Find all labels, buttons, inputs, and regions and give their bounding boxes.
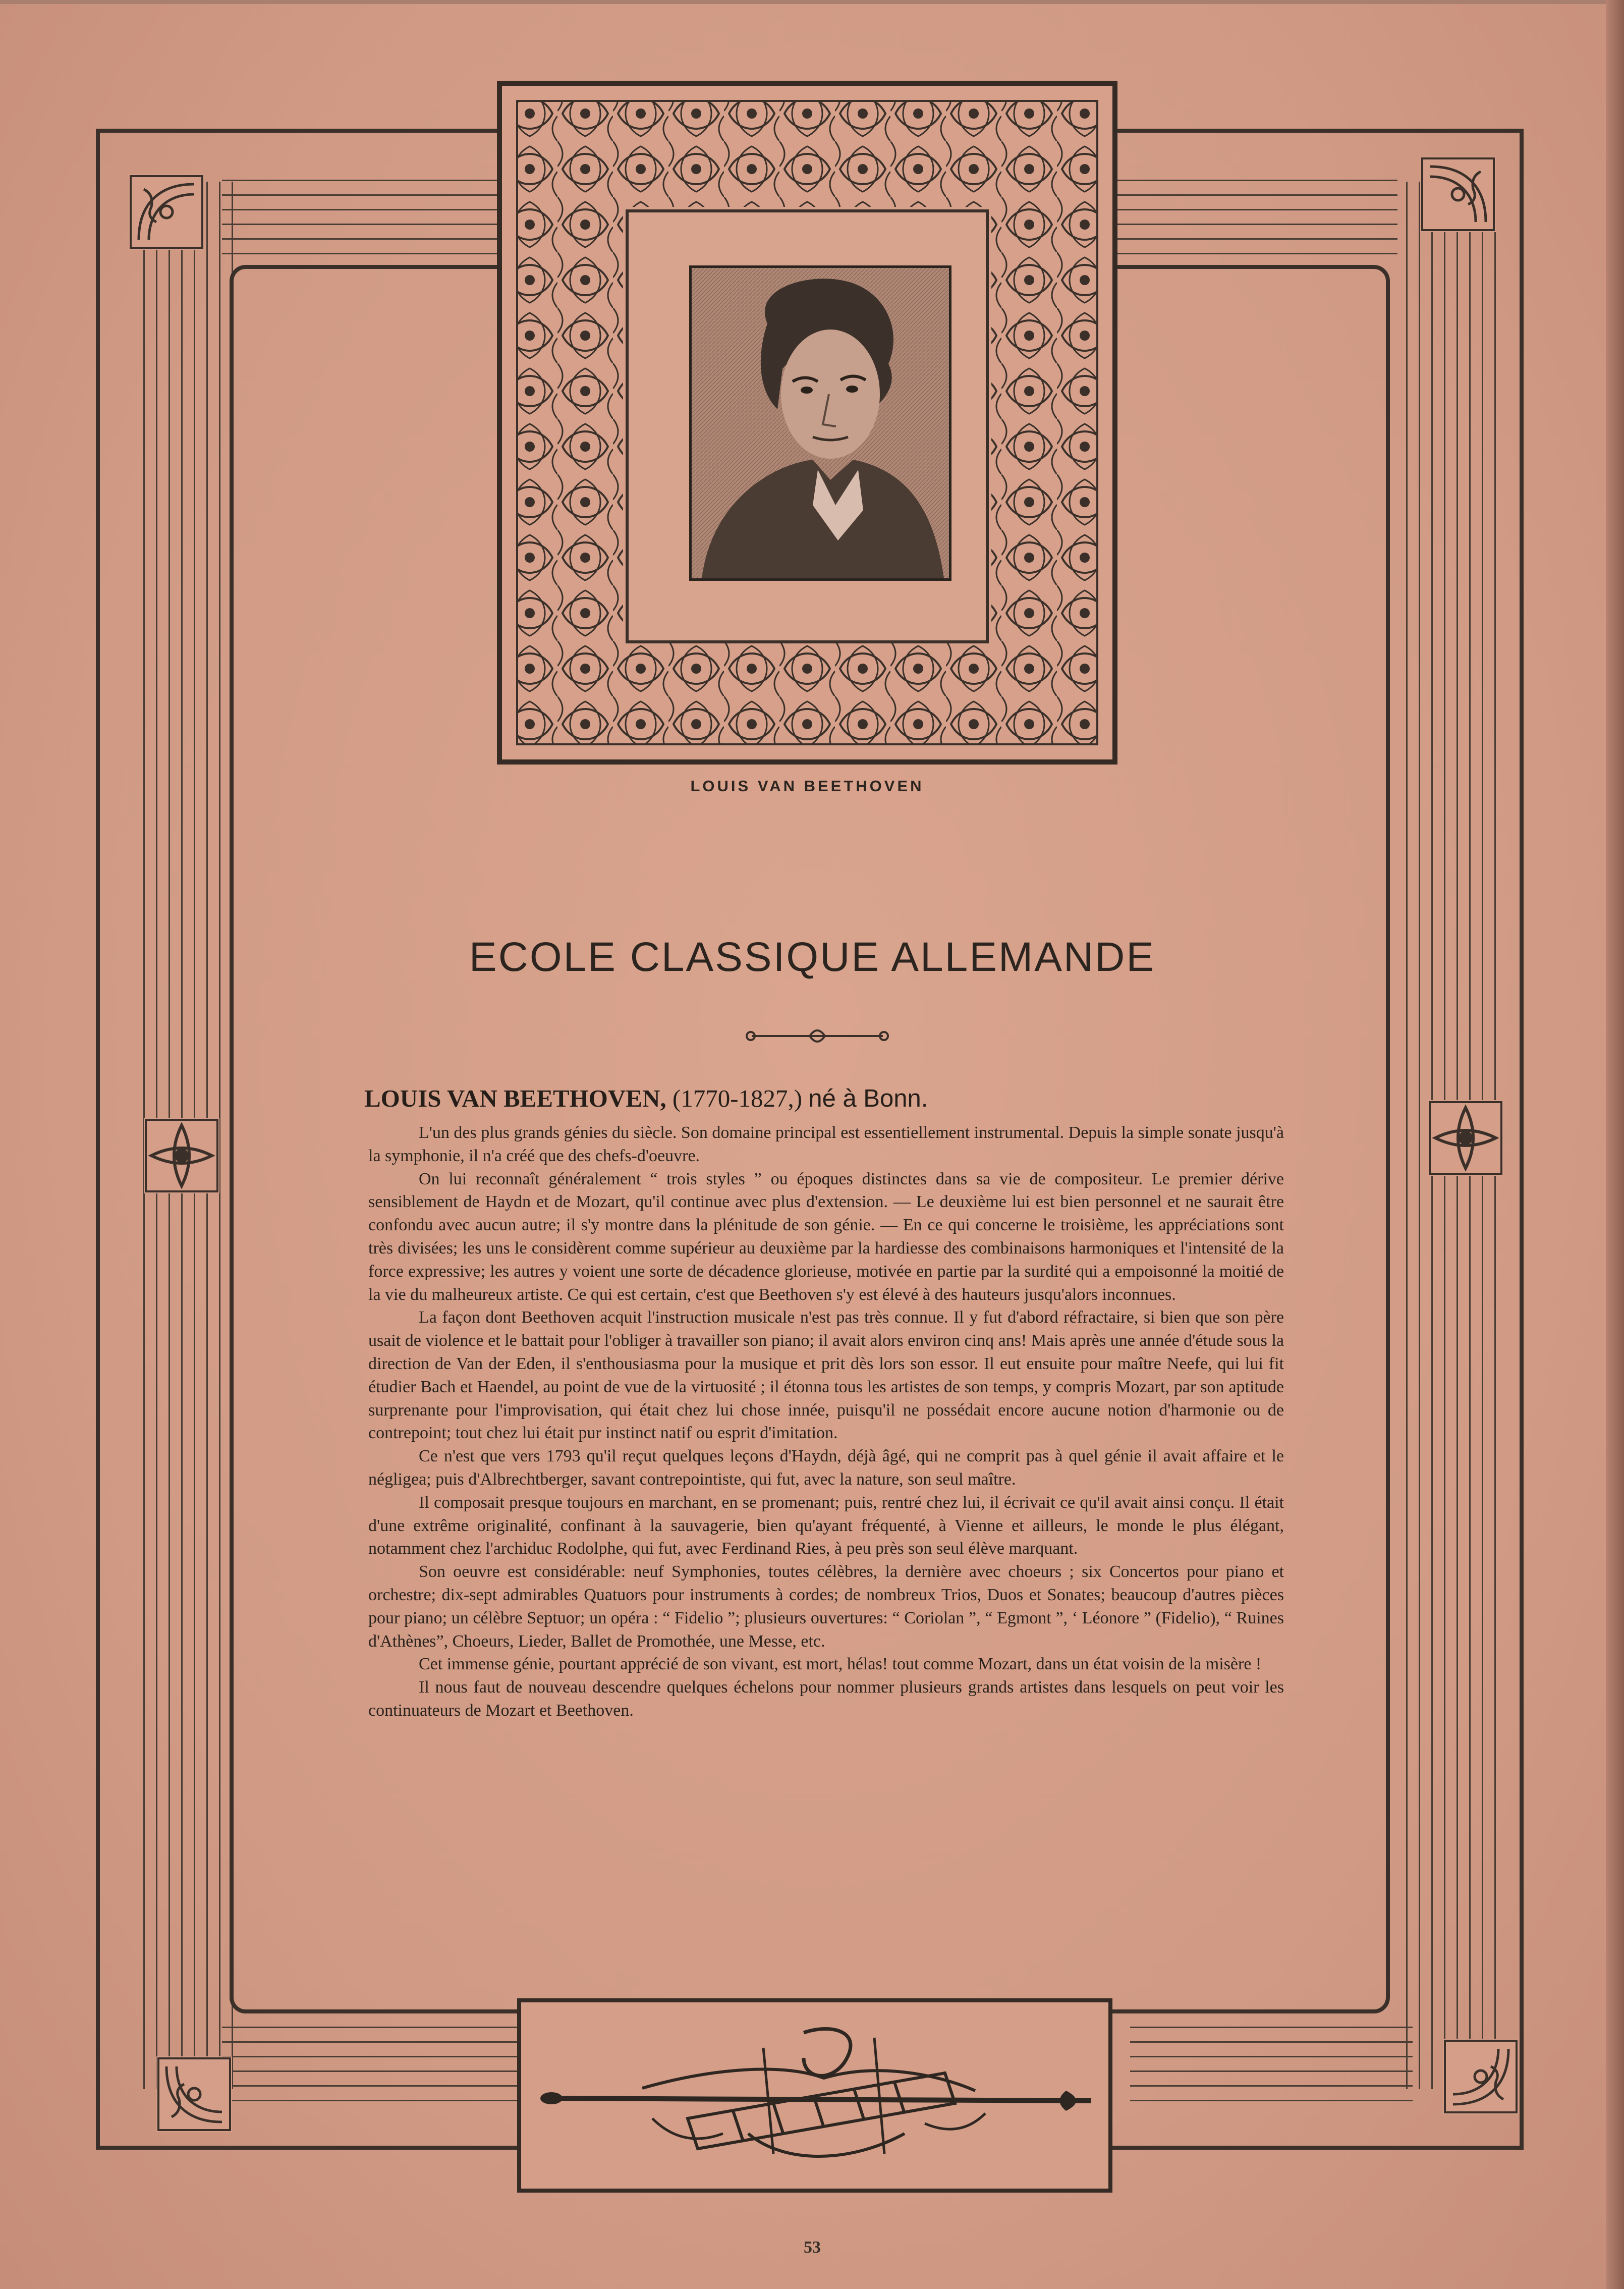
portrait-floral-frame — [497, 81, 1117, 765]
book-spine-shadow — [1606, 0, 1624, 2289]
composer-name: LOUIS VAN BEETHOVEN, — [364, 1084, 666, 1112]
musical-instruments-vignette — [521, 2002, 1108, 2189]
paragraph: La façon dont Beethoven acquit l'instruction musicale n'est pas très connue. Il y fut d'abord réfractaire, si bien que son père usait de violence et le battait pour l'obliger à travailler son piano; il avait alors environ cinq ans! Mais après une année d'étude sous la direction de Van der Eden, il s'enthousiasma pour la musique et prit dès lors son essor. Il eut ensuite pour maître Neefe, qui lui fit étudier Bach et Haendel, au point de vue de la virtuosité ; il étonna tous les artistes de son temps, y compris Mozart, par son aptitude surprenante pour l'improvisation, qui était chez lui chose innée, puisqu'il ne possédait encore aucune notion d'harmonie ou de contrepoint; tout chez lui était pur instinct natif ou esprit d'imitation. — [368, 1308, 1284, 1443]
beethoven-portrait-image — [689, 265, 951, 581]
page-title: ECOLE CLASSIQUE ALLEMANDE — [469, 934, 1156, 980]
biography-text — [368, 1121, 1284, 1722]
paragraph: Cet immense génie, pourtant apprécié de son vivant, est mort, hélas! tout comme Mozart, dans un état voisin de la misère ! — [419, 1655, 1262, 1674]
paragraph: Ce n'est que vers 1793 qu'il reçut quelques leçons d'Haydn, déjà âgé, qui ne comprit pas à quel génie il avait affaire et le négligea; puis d'Albrechtberger, savant contrepointiste, qui fut, avec la nature, son seul maître. — [368, 1447, 1284, 1489]
paragraph: Il nous faut de nouveau descendre quelques échelons pour nommer plusieurs grands artistes dans lesquels on peut voir les continuateurs de Mozart et Beethoven. — [368, 1678, 1284, 1720]
corner-ornament-bottom-left — [156, 2056, 232, 2132]
ornamental-divider — [742, 1022, 893, 1047]
page-number: 53 — [804, 2238, 821, 2257]
portrait-mat — [626, 209, 989, 643]
composer-heading — [364, 1084, 1323, 1113]
side-ornament-left — [144, 1118, 219, 1193]
composer-dates: (1770-1827,) — [672, 1084, 803, 1112]
composer-birthplace: né à Bonn. — [808, 1085, 928, 1112]
corner-ornament-top-left — [129, 174, 204, 250]
corner-ornament-bottom-right — [1443, 2039, 1519, 2114]
paragraph: Il composait presque toujours en marchant, en se promenant; puis, rentré chez lui, il écrivait ce qu'il avait ainsi conçu. Il était d'une extrême originalité, confinant à la sauvagerie, bien qu'ayant fréquenté, à Vienne et ailleurs, le monde le plus élégant, notamment chez l'archiduc Rodolphe, qui fut, avec Ferdinand Ries, à peu près son seul élève marquant. — [368, 1493, 1284, 1558]
side-ornament-right — [1428, 1100, 1503, 1176]
instruments-vignette-box — [517, 1998, 1112, 2193]
portrait-caption: LOUIS VAN BEETHOVEN — [690, 777, 924, 795]
corner-ornament-top-right — [1420, 156, 1496, 232]
paragraph: L'un des plus grands génies du siècle. Son domaine principal est essentiellement instrumental. Depuis la simple sonate jusqu'à la symphonie, il n'a créé que des chefs-d'oeuvre. — [368, 1123, 1284, 1165]
paragraph: On lui reconnaît généralement “ trois styles ” ou époques distinctes dans sa vie de compositeur. Le premier dérive sensiblement de Haydn et de Mozart, qu'il continue avec plus d'extension. — Le deuxième lui est bien personnel et ne saurait être confondu avec aucun autre; il s'y montre dans la plénitude de son génie. — En ce qui concerne le troisième, les appréciations sont très divisées; les uns le considèrent comme supérieur au deuxième par la hardiesse des combinaisons harmoniques et l'intensité de la force expressive; les autres y voient une sorte de décadence glorieuse, motivée en partie par la surdité qui a empoisonné la moitié de la vie du malheureux artiste. Ce qui est certain, c'est que Beethoven s'y est élevé à des hauteurs jusqu'alors inconnues. — [368, 1169, 1284, 1304]
paragraph: Son oeuvre est considérable: neuf Symphonies, toutes célèbres, la dernière avec choeurs ; six Concertos pour piano et orchestre; dix-sept admirables Quatuors pour instruments à cordes; de nombreux Trios, Duos et Sonates; beaucoup d'autres pièces pour piano; un célèbre Septuor; un opéra : “ Fidelio ”; plusieurs ouvertures: “ Coriolan ”, “ Egmont ”, ‘ Léonore ” (Fidelio), “ Ruines d'Athènes”, Choeurs, Lieder, Ballet de Promothée, une Messe, etc. — [368, 1562, 1284, 1651]
page-top-edge — [0, 0, 1624, 4]
